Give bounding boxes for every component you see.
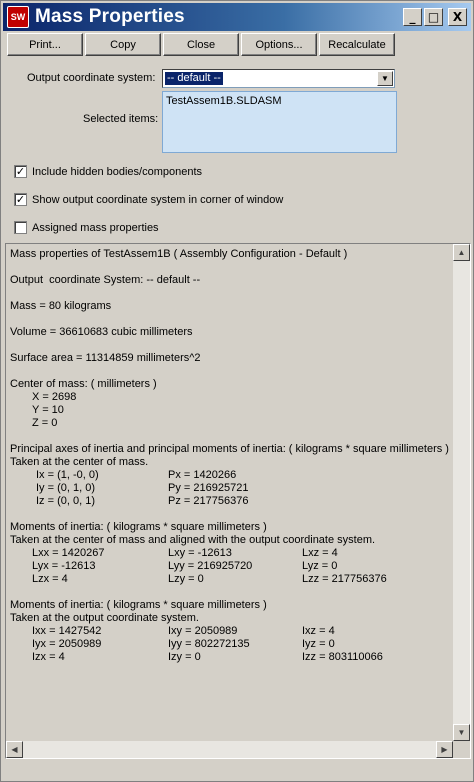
assigned-mass-checkbox-row[interactable] xyxy=(14,221,159,234)
moi-ixx: Ixx = 1427542 xyxy=(32,625,102,637)
scroll-left-icon[interactable]: ◀ xyxy=(6,741,23,758)
size-grip[interactable] xyxy=(453,741,470,758)
options-button[interactable]: Options... xyxy=(241,33,317,56)
principal-axes-subtitle: Taken at the center of mass. xyxy=(10,456,149,468)
moi-ixy: Ixy = 2050989 xyxy=(168,625,238,637)
maximize-button[interactable]: □ xyxy=(424,8,443,26)
moi-lyy: Lyy = 216925720 xyxy=(168,560,253,572)
moi-iyy: Iyy = 802272135 xyxy=(168,638,250,650)
solidworks-app-icon[interactable]: SW xyxy=(7,6,29,28)
com-z: Z = 0 xyxy=(32,417,58,429)
list-item[interactable]: TestAssem1B.SLDASM xyxy=(166,95,282,107)
recalculate-button[interactable]: Recalculate xyxy=(319,33,395,56)
selected-items-label: Selected items: xyxy=(83,113,159,125)
moi-lzx: Lzx = 4 xyxy=(32,573,68,585)
surface-area-line: Surface area = 11314859 millimeters^2 xyxy=(10,352,201,364)
moi-lzz: Lzz = 217756376 xyxy=(302,573,387,585)
moi-izx: Izx = 4 xyxy=(32,651,65,663)
results-header: Mass properties of TestAssem1B ( Assembly Configuration - Default ) xyxy=(10,248,348,260)
principal-py: Py = 216925721 xyxy=(168,482,249,494)
show-output-cs-checkbox-row[interactable] xyxy=(14,193,283,206)
include-hidden-label: Include hidden bodies/components xyxy=(32,165,203,178)
moi-lxx: Lxx = 1420267 xyxy=(32,547,105,559)
moi-output-subtitle: Taken at the output coordinate system. xyxy=(10,612,199,624)
com-y: Y = 10 xyxy=(32,404,64,416)
moi-izy: Izy = 0 xyxy=(168,651,201,663)
coordinate-system-value: -- default -- xyxy=(167,72,221,84)
close-button[interactable]: Close xyxy=(163,33,239,56)
principal-ix: Ix = (1, -0, 0) xyxy=(36,469,99,481)
moi-lxy: Lxy = -12613 xyxy=(168,547,232,559)
horizontal-scrollbar[interactable] xyxy=(6,741,470,758)
moi-com-subtitle: Taken at the center of mass and aligned with the output coordinate system. xyxy=(10,534,376,546)
moi-com-title: Moments of inertia: ( kilograms * square millimeters ) xyxy=(10,521,267,533)
selected-items-list[interactable] xyxy=(162,91,397,153)
volume-line: Volume = 36610683 cubic millimeters xyxy=(10,326,193,338)
show-output-cs-label: Show output coordinate system in corner of window xyxy=(32,193,284,206)
moi-lxz: Lxz = 4 xyxy=(302,547,338,559)
moi-lyz: Lyz = 0 xyxy=(302,560,338,572)
moi-output-title: Moments of inertia: ( kilograms * square millimeters ) xyxy=(10,599,267,611)
moi-iyx: Iyx = 2050989 xyxy=(32,638,102,650)
principal-axes-title: Principal axes of inertia and principal moments of inertia: ( kilograms * square millimeters ) xyxy=(10,443,449,455)
scroll-up-icon[interactable]: ▲ xyxy=(453,244,470,261)
com-x: X = 2698 xyxy=(32,391,77,403)
copy-button[interactable]: Copy xyxy=(85,33,161,56)
moi-lyx: Lyx = -12613 xyxy=(32,560,96,572)
moi-lzy: Lzy = 0 xyxy=(168,573,204,585)
assigned-mass-checkbox[interactable] xyxy=(14,221,27,234)
principal-pz: Pz = 217756376 xyxy=(168,495,249,507)
output-cs-line: Output coordinate System: -- default -- xyxy=(10,274,201,286)
center-of-mass-title: Center of mass: ( millimeters ) xyxy=(10,378,157,390)
show-output-cs-checkbox[interactable]: ✓ xyxy=(15,193,26,206)
include-hidden-checkbox[interactable]: ✓ xyxy=(15,165,26,178)
window-title: Mass Properties xyxy=(35,6,185,27)
moi-ixz: Ixz = 4 xyxy=(302,625,335,637)
print-button[interactable]: Print... xyxy=(7,33,83,56)
assigned-mass-label: Assigned mass properties xyxy=(32,221,159,234)
scroll-right-icon[interactable]: ▶ xyxy=(436,741,453,758)
close-window-button[interactable]: X xyxy=(448,8,467,26)
toolbar xyxy=(7,33,395,56)
principal-iz: Iz = (0, 0, 1) xyxy=(36,495,95,507)
vertical-scrollbar[interactable] xyxy=(453,244,470,741)
coordinate-system-dropdown[interactable] xyxy=(162,69,395,88)
moi-izz: Izz = 803110066 xyxy=(302,651,383,663)
principal-iy: Iy = (0, 1, 0) xyxy=(36,482,95,494)
chevron-down-icon[interactable]: ▼ xyxy=(377,71,393,86)
principal-px: Px = 1420266 xyxy=(168,469,237,481)
mass-line: Mass = 80 kilograms xyxy=(10,300,112,312)
scroll-down-icon[interactable]: ▼ xyxy=(453,724,470,741)
include-hidden-checkbox-row[interactable] xyxy=(14,165,202,178)
results-text-area[interactable] xyxy=(5,243,471,759)
title-bar[interactable] xyxy=(3,3,471,31)
coordinate-system-label: Output coordinate system: xyxy=(27,72,156,84)
moi-iyz: Iyz = 0 xyxy=(302,638,335,650)
minimize-button[interactable]: _ xyxy=(403,8,422,26)
